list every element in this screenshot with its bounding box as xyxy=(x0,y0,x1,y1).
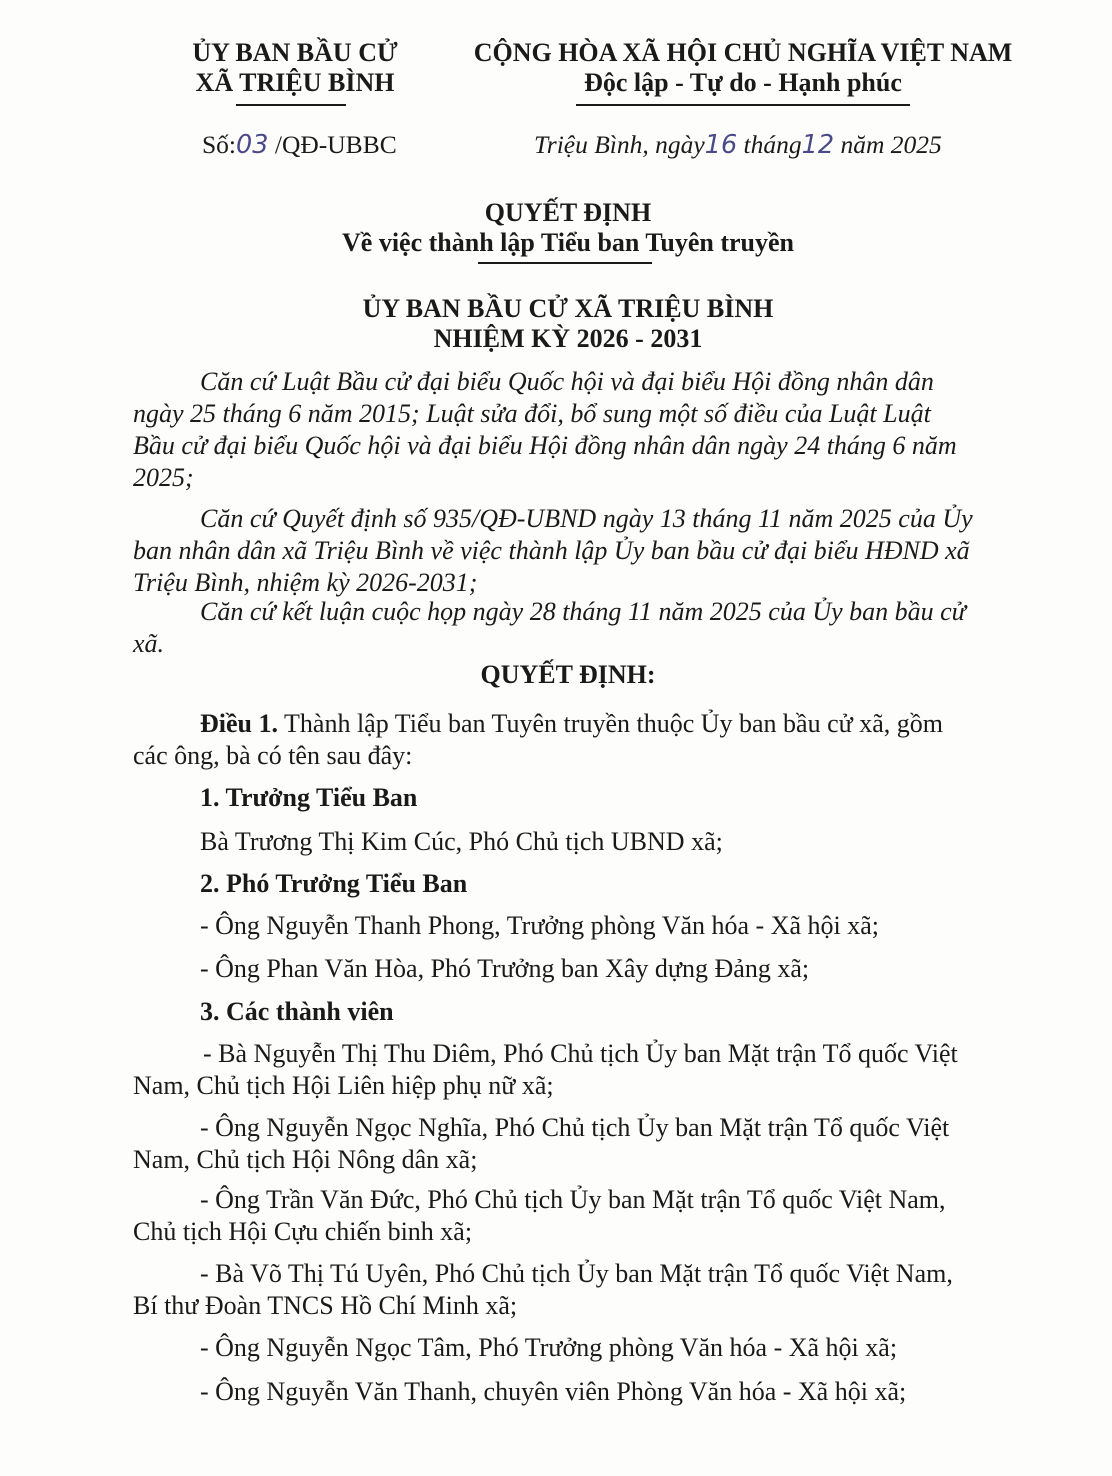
basis-2-line3: Triệu Bình, nhiệm kỳ 2026-2031; xyxy=(133,568,478,597)
article-1-text: Thành lập Tiểu ban Tuyên truyền thuộc Ủy ban bầu cử xã, gồm xyxy=(278,709,943,738)
member-4-line1: - Bà Võ Thị Tú Uyên, Phó Chủ tịch Ủy ban Mặt trận Tổ quốc Việt Nam, xyxy=(200,1259,953,1288)
authority-line1: ỦY BAN BẦU CỬ XÃ TRIỆU BÌNH xyxy=(362,294,774,323)
org-name-line2: XÃ TRIỆU BÌNH xyxy=(195,68,395,97)
member-2-line2: Nam, Chủ tịch Hội Nông dân xã; xyxy=(133,1145,478,1174)
document-number xyxy=(202,130,397,160)
section-members-title: 3. Các thành viên xyxy=(200,997,394,1026)
article-1-line1 xyxy=(200,708,943,740)
section-head-title: 1. Trưởng Tiểu Ban xyxy=(200,783,418,812)
member-4-line2: Bí thư Đoàn TNCS Hồ Chí Minh xã; xyxy=(133,1291,518,1320)
section-head-member: Bà Trương Thị Kim Cúc, Phó Chủ tịch UBND xã; xyxy=(200,827,723,856)
deputy-member-2: - Ông Phan Văn Hòa, Phó Trưởng ban Xây dựng Đảng xã; xyxy=(200,954,810,983)
member-1-line2: Nam, Chủ tịch Hội Liên hiệp phụ nữ xã; xyxy=(133,1071,554,1100)
date-year: năm 2025 xyxy=(840,130,942,159)
member-1-line1: - Bà Nguyễn Thị Thu Diêm, Phó Chủ tịch Ủy ban Mặt trận Tổ quốc Việt xyxy=(203,1039,958,1068)
article-1-line2: các ông, bà có tên sau đây: xyxy=(133,741,413,770)
authority-line2: NHIỆM KỲ 2026 - 2031 xyxy=(433,324,703,353)
basis-1-line2: ngày 25 tháng 6 năm 2015; Luật sửa đổi, bổ sung một số điều của Luật Luật xyxy=(133,399,931,428)
number-prefix: Số: xyxy=(202,130,237,159)
member-3-line1: - Ông Trần Văn Đức, Phó Chủ tịch Ủy ban Mặt trận Tổ quốc Việt Nam, xyxy=(200,1185,946,1214)
nation-title: CỘNG HÒA XÃ HỘI CHỦ NGHĨA VIỆT NAM xyxy=(473,38,1013,67)
date-day-handwritten: 16 xyxy=(704,130,738,160)
number-handwritten: 03 xyxy=(236,130,269,160)
subject-underline xyxy=(478,262,652,264)
org-underline xyxy=(236,104,346,106)
basis-3-line1: Căn cứ kết luận cuộc họp ngày 28 tháng 11 năm 2025 của Ủy ban bầu cử xyxy=(200,597,966,626)
article-1-label: Điều 1. xyxy=(200,709,278,738)
basis-1-line3: Bầu cử đại biểu Quốc hội và đại biểu Hội đồng nhân dân ngày 24 tháng 6 năm xyxy=(133,431,957,460)
document-date xyxy=(534,130,942,160)
section-deputy-title: 2. Phó Trưởng Tiểu Ban xyxy=(200,869,468,898)
decision-subject: Về việc thành lập Tiểu ban Tuyên truyền xyxy=(342,228,794,257)
deputy-member-1: - Ông Nguyễn Thanh Phong, Trưởng phòng Văn hóa - Xã hội xã; xyxy=(200,911,880,940)
date-prefix: Triệu Bình, ngày xyxy=(534,130,705,159)
basis-1-line4: 2025; xyxy=(133,463,194,492)
basis-3-line2: xã. xyxy=(133,629,165,658)
basis-2-line1: Căn cứ Quyết định số 935/QĐ-UBND ngày 13 tháng 11 năm 2025 của Ủy xyxy=(200,504,973,533)
member-2-line1: - Ông Nguyễn Ngọc Nghĩa, Phó Chủ tịch Ủy ban Mặt trận Tổ quốc Việt xyxy=(200,1113,950,1142)
member-6: - Ông Nguyễn Văn Thanh, chuyên viên Phòng Văn hóa - Xã hội xã; xyxy=(200,1377,907,1406)
date-month-label: tháng xyxy=(743,130,802,159)
motto-underline xyxy=(576,104,910,106)
member-5: - Ông Nguyễn Ngọc Tâm, Phó Trưởng phòng Văn hóa - Xã hội xã; xyxy=(200,1333,898,1362)
decision-title: QUYẾT ĐỊNH xyxy=(484,198,652,227)
basis-1-line1: Căn cứ Luật Bầu cử đại biểu Quốc hội và đại biểu Hội đồng nhân dân xyxy=(200,367,934,396)
number-suffix: /QĐ-UBBC xyxy=(274,130,397,159)
basis-2-line2: ban nhân dân xã Triệu Bình về việc thành lập Ủy ban bầu cử đại biểu HĐND xã xyxy=(133,536,970,565)
decision-heading: QUYẾT ĐỊNH: xyxy=(480,660,656,689)
org-name-line1: ỦY BAN BẦU CỬ xyxy=(192,38,398,67)
member-3-line2: Chủ tịch Hội Cựu chiến binh xã; xyxy=(133,1217,473,1246)
nation-motto: Độc lập - Tự do - Hạnh phúc xyxy=(584,68,902,97)
date-month-handwritten: 12 xyxy=(801,130,835,160)
